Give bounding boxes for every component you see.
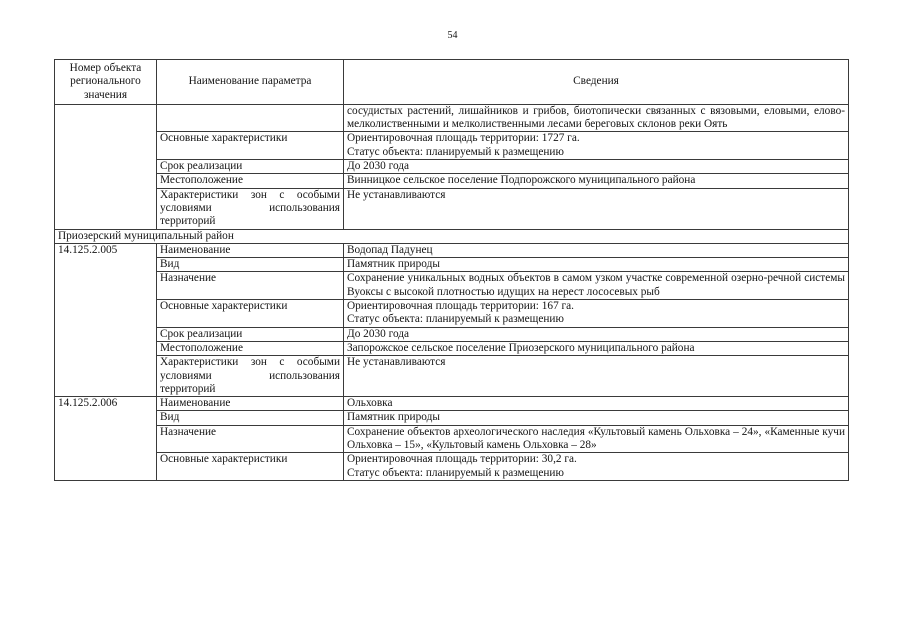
page-number: 54 (447, 30, 458, 41)
details-value: Запорожское сельское поселение Приозерского муниципального района (344, 341, 849, 355)
parameter-label: Срок реализации (157, 327, 344, 341)
details-continuation: сосудистых растений, лишайников и грибов, биотопически связанных с вязовыми, еловыми, елово-мелколиственными и мелколиственными лесами береговых склонов реки Оять (344, 104, 849, 132)
details-value: До 2030 года (344, 327, 849, 341)
status-value: Статус объекта: планируемый к размещению (347, 466, 564, 479)
parameter-label: Основные характеристики (157, 132, 344, 160)
details-value (344, 300, 849, 328)
parameter-cell-empty (157, 104, 344, 132)
details-value: Сохранение уникальных водных объектов в самом узком участке современной озерно-речной системы Вуоксы с высокой плотностью идущих на нерест лососевых рыб (344, 272, 849, 300)
object-number: 14.125.2.006 (55, 397, 157, 481)
parameter-label: Срок реализации (157, 160, 344, 174)
header-object-number: Номер объекта регионального значения (55, 60, 157, 105)
table-row (55, 243, 849, 257)
header-details: Сведения (344, 60, 849, 105)
details-value: Сохранение объектов археологического наследия «Культовый камень Ольховка – 24», «Каменные кучи Ольховка – 15», «Культовый камень Ольховка – 28» (344, 425, 849, 453)
table-row (55, 104, 849, 132)
header-parameter-name: Наименование параметра (157, 60, 344, 105)
table-row (55, 132, 849, 160)
table-row (55, 327, 849, 341)
parameter-label: Вид (157, 258, 344, 272)
parameter-label: Характеристики зон с особыми условиями использования территорий (157, 188, 344, 229)
details-value (344, 132, 849, 160)
details-value (344, 453, 849, 481)
table-row (55, 174, 849, 188)
section-title: Приозерский муниципальный район (55, 229, 849, 243)
parameter-label: Наименование (157, 243, 344, 257)
table-row (55, 188, 849, 229)
regional-objects-table (54, 59, 849, 481)
object-number: 14.125.2.005 (55, 243, 157, 396)
details-value: Памятник природы (344, 258, 849, 272)
area-value: Ориентировочная площадь территории: 30,2 га. (347, 453, 577, 466)
object-number-cell-empty (55, 104, 157, 229)
details-value: Винницкое сельское поселение Подпорожского муниципального района (344, 174, 849, 188)
parameter-label: Назначение (157, 272, 344, 300)
parameter-label: Местоположение (157, 174, 344, 188)
details-value: До 2030 года (344, 160, 849, 174)
table-row (55, 300, 849, 328)
details-value: Водопад Падунец (344, 243, 849, 257)
details-value: Не устанавливаются (344, 356, 849, 397)
status-value: Статус объекта: планируемый к размещению (347, 313, 564, 326)
parameter-label: Назначение (157, 425, 344, 453)
table-row (55, 341, 849, 355)
table-row (55, 453, 849, 481)
parameter-label: Наименование (157, 397, 344, 411)
parameter-label: Основные характеристики (157, 300, 344, 328)
table-row (55, 272, 849, 300)
parameter-label: Характеристики зон с особыми условиями использования территорий (157, 356, 344, 397)
table-row (55, 425, 849, 453)
area-value: Ориентировочная площадь территории: 1727 га. (347, 132, 580, 145)
table-row (55, 258, 849, 272)
status-value: Статус объекта: планируемый к размещению (347, 145, 564, 158)
table-header-row (55, 60, 849, 105)
table-row (55, 160, 849, 174)
parameter-label: Вид (157, 411, 344, 425)
parameter-label: Местоположение (157, 341, 344, 355)
parameter-label: Основные характеристики (157, 453, 344, 481)
details-value: Не устанавливаются (344, 188, 849, 229)
section-row (55, 229, 849, 243)
table-row (55, 411, 849, 425)
details-value: Ольховка (344, 397, 849, 411)
table-row (55, 397, 849, 411)
details-value: Памятник природы (344, 411, 849, 425)
area-value: Ориентировочная площадь территории: 167 га. (347, 300, 575, 313)
table-row (55, 356, 849, 397)
